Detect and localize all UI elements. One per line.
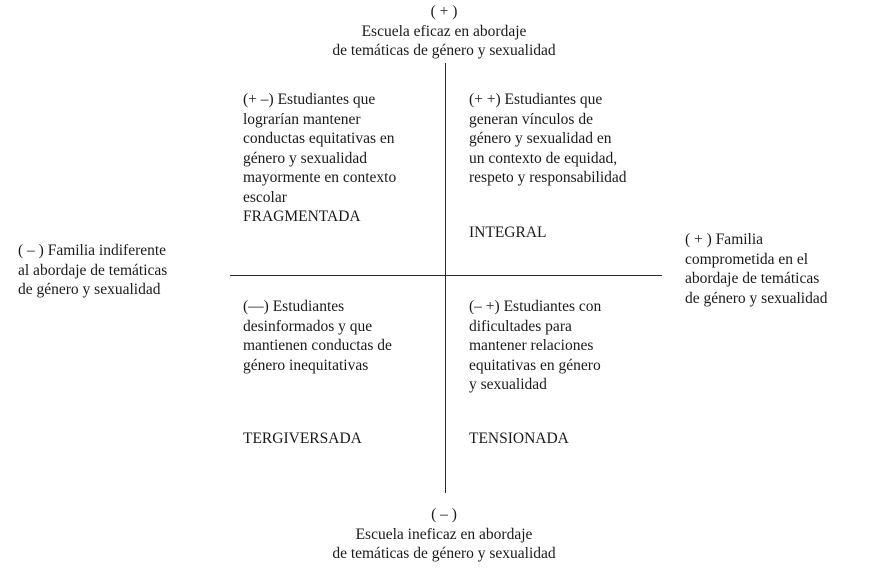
- right-pole-line-2: comprometida en el: [685, 250, 809, 268]
- horizontal-axis: [230, 275, 662, 276]
- right-pole: [685, 230, 827, 308]
- quadrant-text-line: lograrían mantener: [243, 110, 361, 128]
- top-pole-line-1: Escuela eficaz en abordaje: [361, 22, 527, 40]
- quadrant-bottom-left: [243, 297, 392, 375]
- bottom-pole-sign: ( – ): [431, 506, 457, 523]
- quadrant-text-line: (––) Estudiantes: [243, 298, 345, 315]
- quadrant-text-line: mantienen conductas de: [243, 337, 392, 354]
- quadrant-text-line: género y sexualidad: [243, 149, 367, 167]
- quadrant-label-tensionada: TENSIONADA: [469, 430, 569, 447]
- quadrant-label-fragmentada: FRAGMENTADA: [243, 208, 361, 225]
- quadrant-text-line: mayormente en contexto: [243, 169, 397, 186]
- top-pole-sign: ( + ): [430, 3, 458, 20]
- quadrant-text-line: respeto y responsabilidad: [469, 169, 627, 186]
- quadrant-top-left: [243, 90, 396, 227]
- quadrant-label-integral: INTEGRAL: [469, 224, 547, 241]
- right-pole-line-4: de género y sexualidad: [685, 289, 828, 307]
- quadrant-bottom-right: [469, 297, 601, 395]
- bottom-pole: [254, 505, 634, 564]
- quadrant-label-tergiversada: TERGIVERSADA: [243, 430, 362, 447]
- quadrant-text-line: desinformados y que: [243, 317, 373, 335]
- left-pole-line-2: al abordaje de temáticas: [18, 261, 168, 279]
- quadrant-text-line: mantener relaciones: [469, 337, 594, 354]
- quadrant-text-line: género y sexualidad en: [469, 130, 612, 147]
- right-pole-line-3: abordaje de temáticas: [685, 270, 820, 287]
- left-pole-line-1: ( – ) Familia indiferente: [18, 242, 167, 259]
- quadrant-text-line: (– +) Estudiantes con: [469, 298, 602, 315]
- quadrant-text-line: (+ –) Estudiantes que: [243, 91, 376, 108]
- quadrant-top-right: [469, 90, 627, 188]
- bottom-pole-line-1: Escuela ineficaz en abordaje: [355, 525, 533, 543]
- top-pole: [254, 2, 634, 61]
- left-pole-line-3: de género y sexualidad: [18, 281, 161, 298]
- quadrant-text-line: y sexualidad: [469, 376, 547, 393]
- quadrant-text-line: generan vínculos de: [469, 110, 593, 128]
- top-pole-line-2: de temáticas de género y sexualidad: [332, 42, 556, 59]
- quadrant-text-line: género inequitativas: [243, 356, 369, 374]
- vertical-axis: [445, 63, 446, 493]
- quadrant-text-line: equitativas en género: [469, 356, 601, 374]
- quadrant-text-line: escolar: [243, 188, 287, 206]
- bottom-pole-line-2: de temáticas de género y sexualidad: [332, 545, 556, 562]
- quadrant-text-line: conductas equitativas en: [243, 130, 395, 147]
- quadrant-text-line: dificultades para: [469, 317, 572, 335]
- right-pole-line-1: ( + ) Familia: [685, 231, 764, 248]
- left-pole: [18, 241, 167, 300]
- quadrant-text-line: un contexto de equidad,: [469, 149, 618, 167]
- quadrant-text-line: (+ +) Estudiantes que: [469, 91, 603, 108]
